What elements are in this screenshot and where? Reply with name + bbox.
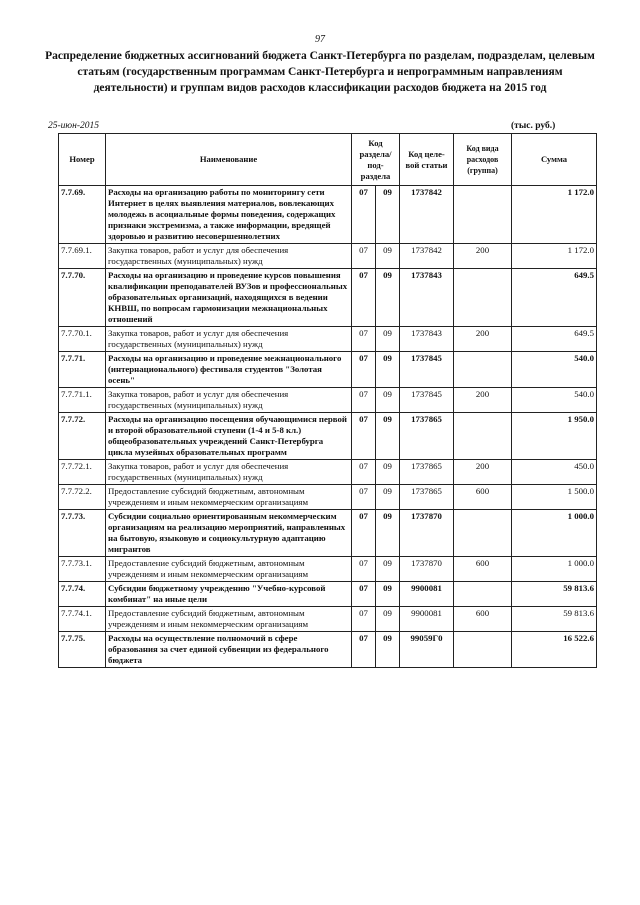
col-header-expense: Код вида расходов (группа): [454, 134, 512, 186]
table-row: [59, 244, 597, 269]
table-row: [59, 186, 597, 244]
row-article-code: 1737870: [400, 557, 454, 582]
table-row: [59, 582, 597, 607]
row-amount: 649.5: [512, 327, 597, 352]
row-section-code: 07: [352, 327, 376, 352]
row-name: Закупка товаров, работ и услуг для обеспечения государственных (муниципальных) нужд: [106, 460, 352, 485]
row-subsection-code: 09: [376, 460, 400, 485]
row-article-code: 1737865: [400, 413, 454, 460]
row-article-code: 99059Г0: [400, 632, 454, 668]
row-section-code: 07: [352, 510, 376, 557]
row-expense-code: [454, 632, 512, 668]
row-number: 7.7.72.2.: [59, 485, 106, 510]
row-expense-code: [454, 413, 512, 460]
row-article-code: 1737843: [400, 327, 454, 352]
row-article-code: 9900081: [400, 607, 454, 632]
table-row: [59, 269, 597, 327]
row-number: 7.7.70.1.: [59, 327, 106, 352]
row-number: 7.7.74.: [59, 582, 106, 607]
budget-table: [58, 133, 597, 668]
row-section-code: 07: [352, 352, 376, 388]
row-number: 7.7.71.: [59, 352, 106, 388]
page-number: 97: [315, 34, 325, 45]
row-number: 7.7.69.1.: [59, 244, 106, 269]
row-article-code: 1737870: [400, 510, 454, 557]
row-article-code: 9900081: [400, 582, 454, 607]
row-subsection-code: 09: [376, 607, 400, 632]
row-number: 7.7.73.1.: [59, 557, 106, 582]
row-article-code: 1737842: [400, 244, 454, 269]
row-subsection-code: 09: [376, 186, 400, 244]
col-header-article: Код целе-вой статьи: [400, 134, 454, 186]
row-name: Субсидии бюджетному учреждению "Учебно-курсовой комбинат" на иные цели: [106, 582, 352, 607]
row-expense-code: [454, 510, 512, 557]
row-expense-code: 600: [454, 485, 512, 510]
row-expense-code: 600: [454, 607, 512, 632]
row-number: 7.7.72.: [59, 413, 106, 460]
table-header-row: [59, 134, 597, 186]
row-amount: 1 000.0: [512, 557, 597, 582]
row-section-code: 07: [352, 582, 376, 607]
row-expense-code: 200: [454, 327, 512, 352]
row-subsection-code: 09: [376, 388, 400, 413]
row-name: Расходы на организацию работы по мониторингу сети Интернет в целях выявления материалов, вовлекающих молодежь в асоциальные формы поведения, содержащих признаки экстремизма, а также информации, вредящей здоровью и развитию несовершеннолетних: [106, 186, 352, 244]
row-expense-code: 600: [454, 557, 512, 582]
row-subsection-code: 09: [376, 632, 400, 668]
row-subsection-code: 09: [376, 244, 400, 269]
document-date: 25-июн-2015: [48, 121, 99, 131]
row-expense-code: 200: [454, 244, 512, 269]
row-expense-code: [454, 186, 512, 244]
row-expense-code: [454, 352, 512, 388]
col-header-name: Наименование: [106, 134, 352, 186]
row-name: Закупка товаров, работ и услуг для обеспечения государственных (муниципальных) нужд: [106, 327, 352, 352]
col-header-section: Код раздела/ под-раздела: [352, 134, 400, 186]
row-amount: 59 813.6: [512, 582, 597, 607]
table-row: [59, 388, 597, 413]
row-section-code: 07: [352, 460, 376, 485]
row-expense-code: 200: [454, 460, 512, 485]
row-amount: 540.0: [512, 352, 597, 388]
row-name: Закупка товаров, работ и услуг для обеспечения государственных (муниципальных) нужд: [106, 388, 352, 413]
row-article-code: 1737842: [400, 186, 454, 244]
units-label: (тыс. руб.): [511, 121, 556, 131]
row-section-code: 07: [352, 186, 376, 244]
table-row: [59, 607, 597, 632]
table-row: [59, 557, 597, 582]
row-article-code: 1737845: [400, 352, 454, 388]
row-subsection-code: 09: [376, 582, 400, 607]
row-amount: 1 950.0: [512, 413, 597, 460]
row-section-code: 07: [352, 632, 376, 668]
row-number: 7.7.69.: [59, 186, 106, 244]
row-name: Предоставление субсидий бюджетным, автономным учреждениям и иным некоммерческим организациям: [106, 607, 352, 632]
row-amount: 1 500.0: [512, 485, 597, 510]
table-row: [59, 485, 597, 510]
row-name: Закупка товаров, работ и услуг для обеспечения государственных (муниципальных) нужд: [106, 244, 352, 269]
row-article-code: 1737865: [400, 460, 454, 485]
row-amount: 540.0: [512, 388, 597, 413]
row-section-code: 07: [352, 244, 376, 269]
table-row: [59, 352, 597, 388]
row-number: 7.7.75.: [59, 632, 106, 668]
row-name: Предоставление субсидий бюджетным, автономным учреждениям и иным некоммерческим организациям: [106, 485, 352, 510]
row-amount: 59 813.6: [512, 607, 597, 632]
row-section-code: 07: [352, 485, 376, 510]
table-row: [59, 510, 597, 557]
row-number: 7.7.73.: [59, 510, 106, 557]
row-article-code: 1737843: [400, 269, 454, 327]
row-number: 7.7.71.1.: [59, 388, 106, 413]
row-name: Субсидии социально ориентированным некоммерческим организациям на реализацию мероприятий, направленных на бытовую, языковую и социокультурную адаптацию мигрантов: [106, 510, 352, 557]
document-title: Распределение бюджетных ассигнований бюджета Санкт-Петербурга по разделам, подразделам, целевым статьям (государственным программам Санкт-Петербурга и непрограммным направлениям деятельности) и группам видов расходов классификации расходов бюджета на 2015 год: [45, 50, 595, 94]
row-subsection-code: 09: [376, 269, 400, 327]
row-expense-code: [454, 269, 512, 327]
table-row: [59, 413, 597, 460]
row-section-code: 07: [352, 607, 376, 632]
col-header-amount: Сумма: [512, 134, 597, 186]
row-number: 7.7.74.1.: [59, 607, 106, 632]
row-section-code: 07: [352, 557, 376, 582]
row-number: 7.7.70.: [59, 269, 106, 327]
row-amount: 1 000.0: [512, 510, 597, 557]
row-amount: 450.0: [512, 460, 597, 485]
table-row: [59, 460, 597, 485]
table-row: [59, 327, 597, 352]
row-name: Предоставление субсидий бюджетным, автономным учреждениям и иным некоммерческим организациям: [106, 557, 352, 582]
row-subsection-code: 09: [376, 510, 400, 557]
row-section-code: 07: [352, 269, 376, 327]
col-header-number: Номер: [59, 134, 106, 186]
row-section-code: 07: [352, 388, 376, 413]
row-name: Расходы на организацию посещения обучающимися первой и второй образовательной ступени (1-4 и 5-8 кл.) общеобразовательных учреждений Санкт-Петербурга цикла музейных образовательных программ: [106, 413, 352, 460]
row-expense-code: 200: [454, 388, 512, 413]
table-row: [59, 632, 597, 668]
table-body: [59, 186, 597, 668]
row-amount: 16 522.6: [512, 632, 597, 668]
row-section-code: 07: [352, 413, 376, 460]
row-subsection-code: 09: [376, 413, 400, 460]
row-subsection-code: 09: [376, 557, 400, 582]
row-expense-code: [454, 582, 512, 607]
row-subsection-code: 09: [376, 485, 400, 510]
row-amount: 1 172.0: [512, 244, 597, 269]
row-subsection-code: 09: [376, 327, 400, 352]
row-subsection-code: 09: [376, 352, 400, 388]
row-name: Расходы на осуществление полномочий в сфере образования за счет единой субвенции из федерального бюджета: [106, 632, 352, 668]
row-amount: 1 172.0: [512, 186, 597, 244]
row-article-code: 1737865: [400, 485, 454, 510]
row-name: Расходы на организацию и проведение курсов повышения квалификации преподавателей ВУЗов и профессиональных образовательных организаций, находящихся в ведении КНВШ, по вопросам гармонизации межнациональных отношений: [106, 269, 352, 327]
row-number: 7.7.72.1.: [59, 460, 106, 485]
row-name: Расходы на организацию и проведение межнационального (интернационального) фестиваля студентов "Золотая осень": [106, 352, 352, 388]
row-article-code: 1737845: [400, 388, 454, 413]
row-amount: 649.5: [512, 269, 597, 327]
